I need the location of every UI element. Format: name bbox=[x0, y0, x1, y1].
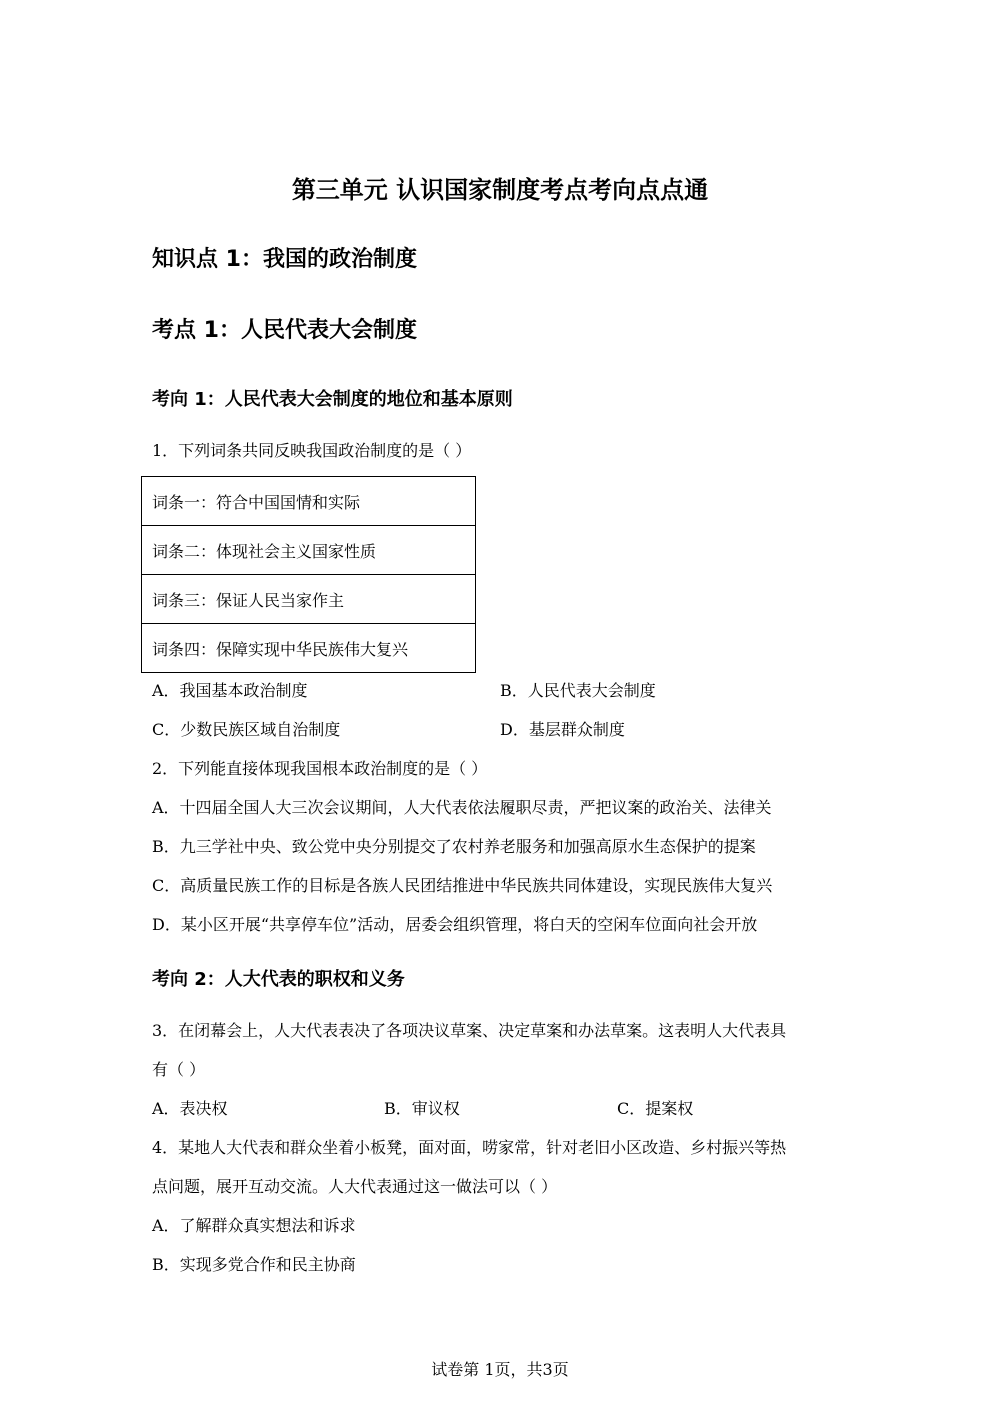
exam-point-heading: 考点 1：人民代表大会制度 bbox=[152, 318, 417, 343]
question-2-stem: 2．下列能直接体现我国根本政治制度的是（ ） bbox=[152, 759, 488, 778]
q2-option-c: C．高质量民族工作的目标是各族人民团结推进中华民族共同体建设，实现民族伟大复兴 bbox=[152, 876, 773, 895]
terms-table bbox=[141, 476, 476, 673]
term-2: 词条二：体现社会主义国家性质 bbox=[142, 526, 476, 575]
question-1-stem: 1．下列词条共同反映我国政治制度的是（ ） bbox=[152, 441, 472, 460]
question-3-stem-line2: 有（ ） bbox=[152, 1060, 206, 1079]
q1-option-a: A．我国基本政治制度 bbox=[152, 681, 308, 700]
q1-option-b: B．人民代表大会制度 bbox=[500, 681, 656, 700]
page-footer: 试卷第 1页，共3页 bbox=[431, 1360, 569, 1379]
q2-option-b: B．九三学社中央、致公党中央分别提交了农村养老服务和加强高原水生态保护的提案 bbox=[152, 837, 756, 856]
term-3: 词条三：保证人民当家作主 bbox=[142, 575, 476, 624]
question-3-stem-line1: 3．在闭幕会上，人大代表表决了各项决议草案、决定草案和办法草案。这表明人大代表具 bbox=[152, 1021, 787, 1040]
q2-option-d: D．某小区开展“共享停车位”活动，居委会组织管理，将白天的空闲车位面向社会开放 bbox=[152, 915, 758, 934]
question-4-stem-line2: 点问题，展开互动交流。人大代表通过这一做法可以（ ） bbox=[152, 1177, 558, 1196]
direction-heading-1: 考向 1：人民代表大会制度的地位和基本原则 bbox=[152, 389, 513, 410]
q1-option-d: D．基层群众制度 bbox=[500, 720, 625, 739]
q3-option-b: B．审议权 bbox=[384, 1099, 460, 1118]
page-title: 第三单元 认识国家制度考点考向点点通 bbox=[291, 176, 709, 204]
question-4-stem-line1: 4．某地人大代表和群众坐着小板凳，面对面，唠家常，针对老旧小区改造、乡村振兴等热 bbox=[152, 1138, 787, 1157]
q4-option-b: B．实现多党合作和民主协商 bbox=[152, 1255, 356, 1274]
term-1: 词条一：符合中国国情和实际 bbox=[142, 477, 476, 526]
direction-heading-2: 考向 2：人大代表的职权和义务 bbox=[152, 969, 405, 990]
term-4: 词条四：保障实现中华民族伟大复兴 bbox=[142, 624, 476, 673]
q3-option-c: C．提案权 bbox=[617, 1099, 694, 1118]
q3-option-a: A．表决权 bbox=[152, 1099, 228, 1118]
knowledge-point-heading: 知识点 1：我国的政治制度 bbox=[152, 247, 417, 272]
q4-option-a: A．了解群众真实想法和诉求 bbox=[152, 1216, 356, 1235]
q2-option-a: A．十四届全国人大三次会议期间，人大代表依法履职尽责，严把议案的政治关、法律关 bbox=[152, 798, 772, 817]
q1-option-c: C．少数民族区域自治制度 bbox=[152, 720, 341, 739]
